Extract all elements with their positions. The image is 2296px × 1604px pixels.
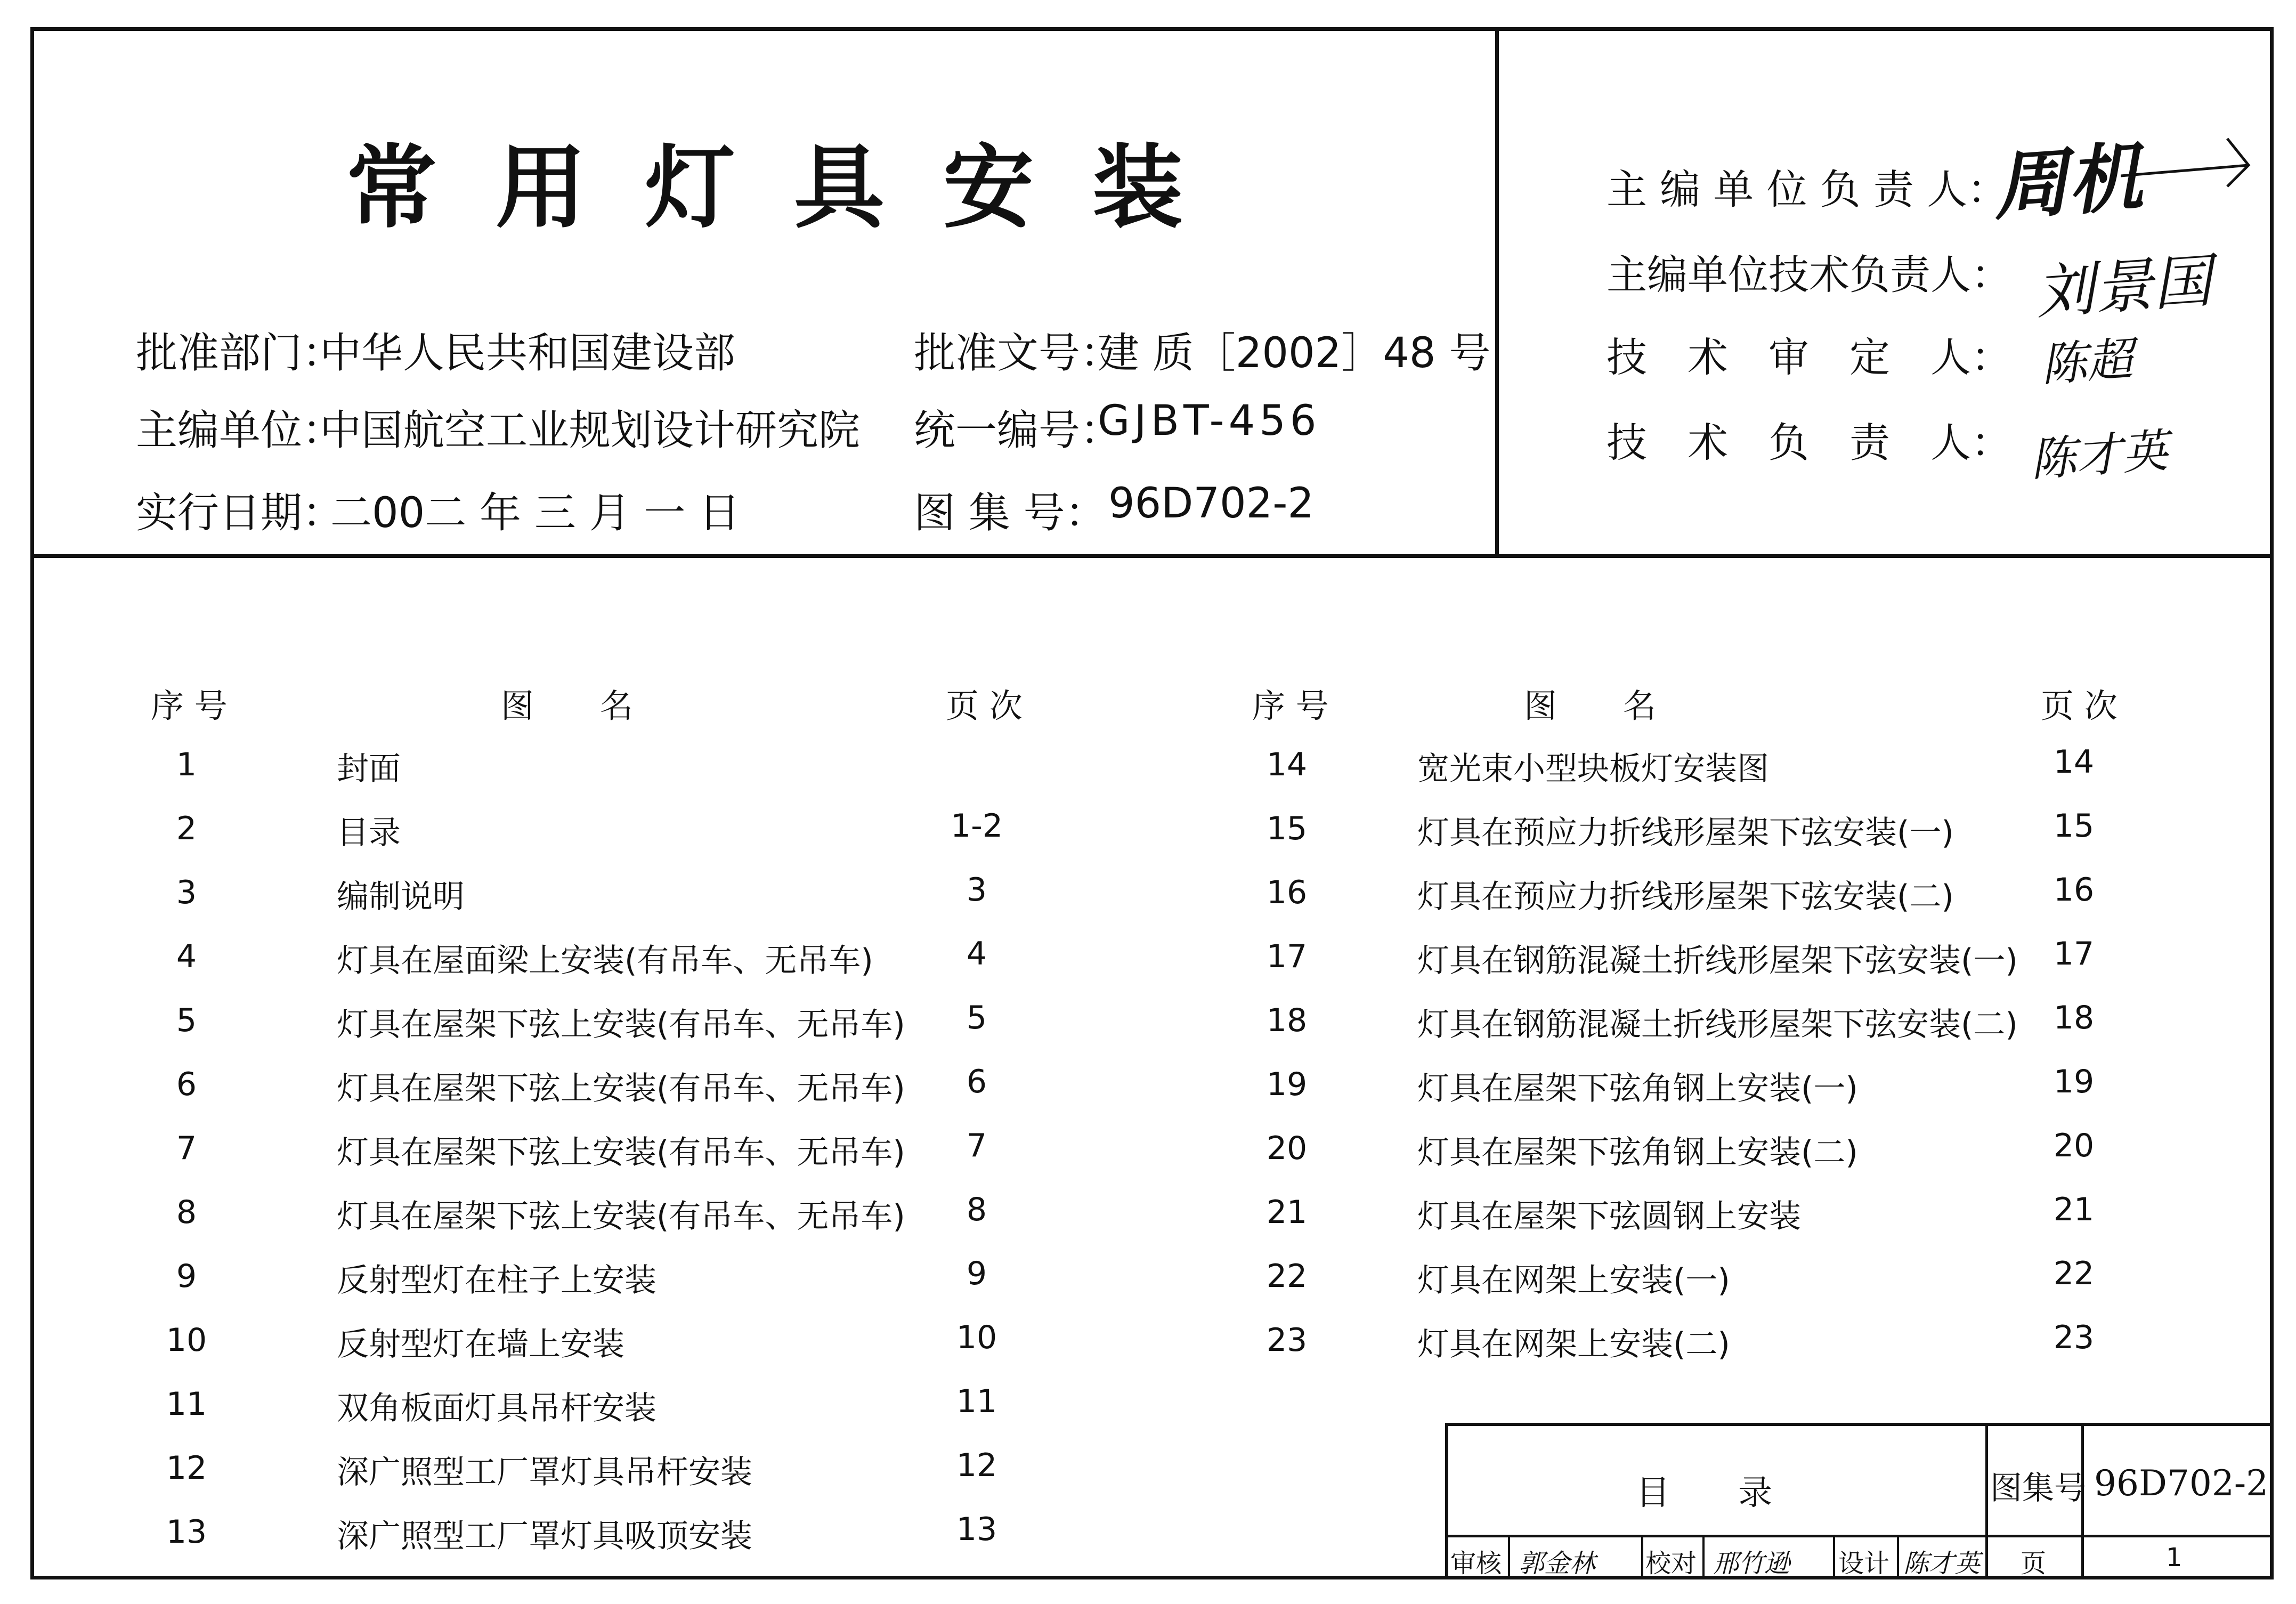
list-item-name: 反射型灯在墙上安装 [337, 1326, 624, 1363]
tb-atlas-line [1985, 1423, 1988, 1579]
tb-mid-line [1445, 1535, 2274, 1537]
tech-lead-label: 技 术 负 责 人： [1607, 419, 2011, 466]
tb-review-label: 审核 [1450, 1549, 1502, 1578]
list-item-name: 封面 [337, 750, 401, 788]
tb-check-sep [1702, 1535, 1705, 1579]
list-item-name: 深广照型工厂罩灯具吸顶安装 [337, 1518, 752, 1555]
tb-page-value: 1 [2166, 1543, 2183, 1573]
list-item-name: 灯具在屋架下弦角钢上安装(二) [1417, 1134, 1858, 1171]
approval-dept-label: 批准部门： [136, 329, 344, 377]
list-item-name: 灯具在屋架下弦上安装(有吊车、无吊车) [337, 1070, 905, 1107]
list-item-no: 1 [176, 746, 197, 783]
approval-no-value: 建 质［2002］48 号 [1098, 329, 1491, 377]
effective-date-label: 实行日期： [136, 489, 344, 537]
list-item-no: 3 [176, 874, 197, 911]
list-item-page: 16 [2053, 871, 2095, 909]
tb-left-line [1445, 1423, 1448, 1579]
list-item-no: 10 [166, 1322, 207, 1359]
tb-design-sig: 陈才英 [1903, 1549, 1981, 1578]
list-item-page: 23 [2053, 1319, 2095, 1356]
tech-chief-label: 主编单位技术负责人： [1607, 251, 2011, 298]
list-item-name: 灯具在预应力折线形屋架下弦安装(一) [1417, 814, 1954, 852]
list-item-page: 14 [2053, 743, 2095, 781]
chief-editor-label: 主 编 单 位 负 责 人： [1607, 166, 2008, 213]
list-item-no: 16 [1266, 874, 1308, 911]
list-item-page: 19 [2053, 1063, 2095, 1100]
list-item-page: 20 [2053, 1127, 2095, 1164]
list-item-name: 灯具在屋架下弦圆钢上安装 [1417, 1198, 1801, 1235]
list-item-name: 灯具在屋架下弦上安装(有吊车、无吊车) [337, 1134, 905, 1171]
list-item-no: 4 [176, 938, 197, 975]
tb-atlas-label: 图集号 [1990, 1470, 2086, 1507]
list-item-page: 15 [2053, 807, 2095, 845]
list-item-name: 编制说明 [337, 878, 465, 916]
header-vertical-divider [1495, 27, 1499, 556]
chief-editor-signature: 周机 [1990, 133, 2146, 231]
approval-no-label: 批准文号： [914, 329, 1122, 377]
list-item-page: 7 [966, 1127, 987, 1164]
list-item-name: 灯具在预应力折线形屋架下弦安装(二) [1417, 878, 1954, 916]
list-item-name: 目录 [337, 814, 401, 852]
right-header-page: 页 次 [2041, 686, 2117, 725]
list-item-no: 20 [1266, 1130, 1308, 1167]
list-item-no: 12 [166, 1449, 207, 1487]
list-item-no: 15 [1266, 810, 1308, 847]
signature-stroke [2121, 128, 2254, 192]
right-header-no: 序 号 [1252, 686, 1329, 725]
editor-unit-value: 中国航空工业规划设计研究院 [320, 407, 861, 455]
tech-approver-label: 技 术 审 定 人： [1607, 334, 2011, 381]
list-item-no: 8 [176, 1194, 197, 1231]
list-item-page: 11 [956, 1383, 997, 1420]
editor-unit-label: 主编单位： [136, 407, 344, 455]
left-header-no: 序 号 [151, 686, 228, 725]
list-item-name: 灯具在网架上安装(二) [1417, 1326, 1730, 1363]
list-item-page: 17 [2053, 935, 2095, 973]
list-item-no: 5 [176, 1002, 197, 1039]
tb-top-line [1445, 1423, 2274, 1426]
list-item-page: 9 [966, 1255, 987, 1292]
list-item-no: 23 [1266, 1322, 1308, 1359]
list-item-no: 22 [1266, 1258, 1308, 1295]
tb-check-label: 校对 [1645, 1549, 1697, 1578]
list-item-no: 2 [176, 810, 197, 847]
list-item-no: 18 [1266, 1002, 1308, 1039]
list-item-no: 6 [176, 1066, 197, 1103]
approval-dept-value: 中华人民共和国建设部 [320, 329, 736, 377]
list-item-no: 9 [176, 1258, 197, 1295]
tb-page-label: 页 [2021, 1549, 2047, 1578]
list-item-page: 5 [966, 999, 987, 1036]
list-item-name: 灯具在屋面梁上安装(有吊车、无吊车) [337, 942, 873, 979]
list-item-name: 宽光束小型块板灯安装图 [1417, 750, 1769, 788]
effective-date-value: 二00二 年 三 月 一 日 [330, 489, 741, 537]
page-title: 常用灯具安装 [346, 135, 1242, 241]
list-item-page: 1-2 [951, 807, 1003, 845]
list-item-name: 灯具在屋架下弦上安装(有吊车、无吊车) [337, 1006, 905, 1043]
tech-chief-signature: 刘景国 [2033, 246, 2214, 327]
tb-review-sig: 郭金林 [1519, 1549, 1596, 1578]
list-item-name: 双角板面灯具吊杆安装 [337, 1390, 656, 1427]
tb-check-sep2 [1833, 1535, 1835, 1579]
header-divider [30, 554, 2274, 558]
list-item-page: 21 [2053, 1191, 2095, 1228]
list-item-page: 6 [966, 1063, 987, 1100]
right-header-name: 图 名 [1524, 686, 1657, 725]
list-item-no: 11 [166, 1386, 207, 1423]
left-header-page: 页 次 [946, 686, 1023, 725]
tb-design-sep [1897, 1535, 1899, 1579]
list-item-page: 4 [966, 935, 987, 973]
list-item-page: 8 [966, 1191, 987, 1228]
list-item-page: 22 [2053, 1255, 2095, 1292]
atlas-no-label: 图 集 号： [914, 489, 1107, 537]
list-item-page: 13 [956, 1511, 997, 1548]
list-item-name: 深广照型工厂罩灯具吊杆安装 [337, 1454, 752, 1491]
tb-atlas-value: 96D702-2 [2094, 1463, 2269, 1504]
atlas-no-value: 96D702-2 [1108, 480, 1314, 528]
list-item-page: 10 [956, 1319, 997, 1356]
tb-check-sig: 邢竹逊 [1713, 1549, 1790, 1578]
list-item-name: 灯具在钢筋混凝土折线形屋架下弦安装(二) [1417, 1006, 2018, 1043]
unified-no-label: 统一编号： [914, 407, 1122, 455]
tech-approver-signature: 陈超 [2039, 333, 2135, 392]
tb-review-sep2 [1641, 1535, 1643, 1579]
tb-name: 目 录 [1636, 1473, 1772, 1513]
unified-no-value: GJBT-456 [1098, 397, 1321, 445]
list-item-name: 灯具在网架上安装(一) [1417, 1262, 1730, 1299]
list-item-name: 灯具在屋架下弦角钢上安装(一) [1417, 1070, 1858, 1107]
tb-review-sep1 [1508, 1535, 1510, 1579]
list-item-name: 灯具在屋架下弦上安装(有吊车、无吊车) [337, 1198, 905, 1235]
list-item-no: 13 [166, 1513, 207, 1551]
list-item-no: 17 [1266, 938, 1308, 975]
left-header-name: 图 名 [501, 686, 634, 725]
list-item-name: 反射型灯在柱子上安装 [337, 1262, 656, 1299]
list-item-name: 灯具在钢筋混凝土折线形屋架下弦安装(一) [1417, 942, 2018, 979]
list-item-no: 14 [1266, 746, 1308, 783]
list-item-no: 19 [1266, 1066, 1308, 1103]
list-item-no: 7 [176, 1130, 197, 1167]
list-item-no: 21 [1266, 1194, 1308, 1231]
tb-design-label: 设计 [1838, 1549, 1890, 1578]
tech-lead-signature: 陈才英 [2029, 424, 2170, 487]
list-item-page: 3 [966, 871, 987, 909]
list-item-page: 12 [956, 1447, 997, 1484]
list-item-page: 18 [2053, 999, 2095, 1036]
